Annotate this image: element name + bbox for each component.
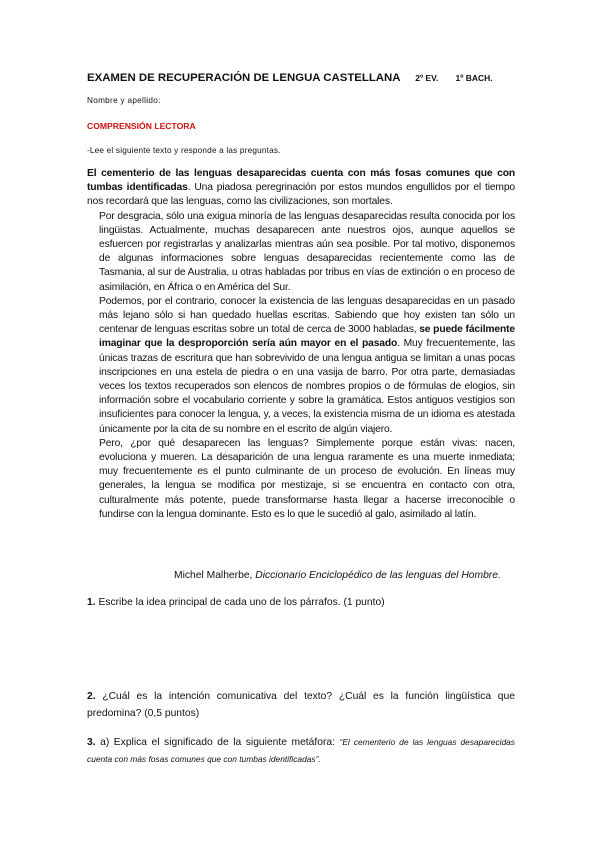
reading-text: [87, 167, 515, 522]
instructions: -Lee el siguiente texto y responde a las preguntas.: [87, 146, 281, 155]
paragraph-1-bold: El cementerio de las lenguas desaparecidas cuenta con más fosas comunes que con tumbas identificadas: [87, 168, 515, 194]
student-name-label: Nombre y apellido:: [87, 96, 161, 105]
question-2-text: ¿Cuál es la intención comunicativa del texto? ¿Cuál es la función lingüística que predomina? (0,5 puntos): [87, 691, 515, 719]
paragraph-1: [87, 167, 515, 210]
question-3-number: 3.: [87, 737, 96, 748]
citation-author: Michel Malherbe,: [174, 570, 256, 581]
paragraph-3: [87, 295, 515, 437]
paragraph-3-bold: se puede fácilmente imaginar que la desproporción sería aún mayor en el pasado: [99, 324, 515, 350]
citation: [174, 570, 501, 581]
course-label: 1º BACH.: [455, 73, 493, 83]
paragraph-4: Pero, ¿por qué desaparecen las lenguas? Simplemente porque están vivas: nacen, evoluciona y mueren. La desaparición de una lengua raramente es una muerte inmediata; muy frecuentemente es el punto culminante de un proceso de evolución. En líneas muy generales, la lengua se modifica por mestizaje, si se encuentra en contacto con otra, culturalmente más potente, puede transformarse hasta llegar a hacerse irreconocible o fundirse con la lengua dominante. Esto es lo que le sucedió al galo, asimilado al latín.: [99, 437, 515, 520]
question-2: [87, 688, 515, 722]
section-title: COMPRENSIÓN LECTORA: [87, 121, 196, 131]
paragraph-3-a: Podemos, por el contrario, conocer la existencia de las lenguas desaparecidas en un pasado más lejano sólo si han quedado huellas escritas. Sabiendo que hoy existen tan sólo un centenar de lenguas escritas sobre un total de cerca de 3000 habladas,: [99, 295, 515, 336]
exam-header: [87, 72, 493, 84]
question-1-text: Escribe la idea principal de cada uno de los párrafos. (1 punto): [95, 597, 385, 608]
question-2-number: 2.: [87, 691, 96, 702]
question-3-quote: “El cementerio de las lenguas desaparecidas cuenta con más fosas comunes que con tumbas identificadas”.: [87, 737, 515, 764]
citation-work: Diccionario Enciclopédico de las lenguas del Hombre.: [255, 570, 501, 581]
exam-title: EXAMEN DE RECUPERACIÓN DE LENGUA CASTELLANA: [87, 72, 401, 84]
evaluation-label: 2º EV.: [415, 73, 439, 83]
question-3: [87, 734, 515, 768]
paragraph-3-b: . Muy frecuentemente, las únicas trazas de escritura que han sobrevivido de una lengua antigua se limitan a unas pocas inscripciones en una estela de piedra o en una vasija de barro. Por otra parte, demasiadas veces los textos recuperados son elencos de nombres propios o de fórmulas de elogios, sin información sobre el vocabulario corriente y sobre la gramática. Estos antiguos vestigios son insuficientes para conocer la lengua, y, a veces, la existencia misma de un idioma es atestada únicamente por la cita de su nombre en el escrito de algún viajero.: [99, 338, 515, 435]
question-3-text: a) Explica el significado de la siguiente metáfora:: [95, 737, 340, 748]
paragraph-2: Por desgracia, sólo una exigua minoría de las lenguas desaparecidas resulta conocida por los lingüistas. Actualmente, muchas desaparecen ante nuestros ojos, aunque aquellos se esfuercen por registrarlas y analizarlas mientras aún sea posible. Por tal motivo, disponemos de algunas informaciones sobre lenguas desaparecidas recientemente como las de Tasmania, al sur de Australia, u otras habladas por tribus en vías de extinción o en proceso de asimilación, en África o en América del Sur.: [99, 210, 515, 293]
question-1-number: 1.: [87, 597, 96, 608]
question-1: [87, 594, 515, 611]
paragraph-1-rest: . Una piadosa peregrinación por estos mundos engullidos por el tiempo nos recordará que las lenguas, como las civilizaciones, son mortales.: [87, 182, 516, 208]
